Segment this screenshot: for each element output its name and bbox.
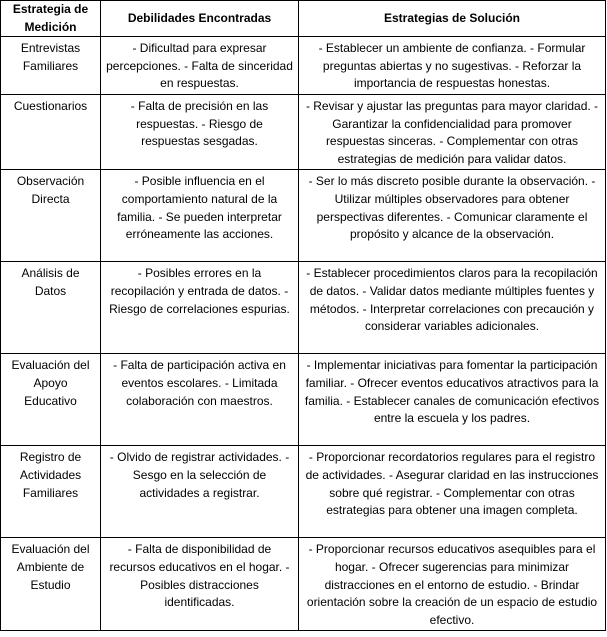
solutions-cell: - Implementar iniciativas para fomentar la participación familiar. - Ofrecer eventos educativos atractivos para la familia. - Establecer canales de comunicación efectivos entre la escuela y los padres. — [299, 354, 606, 446]
table-row — [1, 94, 606, 169]
solutions-cell: - Ser lo más discreto posible durante la observación. - Utilizar múltiples observadores para obtener perspectivas diferentes. - Comunicar claramente el propósito y alcance de la observación. — [299, 170, 606, 262]
table-row — [1, 354, 606, 446]
strategy-cell: Evaluación del Apoyo Educativo — [1, 354, 101, 446]
strategy-cell: Cuestionarios — [1, 94, 101, 169]
table-row — [1, 446, 606, 538]
solutions-cell: - Proporcionar recursos educativos asequibles para el hogar. - Ofrecer sugerencias para minimizar distracciones en el entorno de estudio. - Brindar orientación sobre la creación de un espacio de estudio efectivo. — [299, 538, 606, 631]
table-row — [1, 170, 606, 262]
solutions-cell: - Proporcionar recordatorios regulares para el registro de actividades. - Asegurar claridad en las instrucciones sobre qué registrar. - Complementar con otras estrategias para obtener una imagen completa. — [299, 446, 606, 538]
header-solutions: Estrategias de Solución — [299, 1, 606, 37]
strategy-cell: Análisis de Datos — [1, 262, 101, 354]
weaknesses-cell: - Falta de participación activa en eventos escolares. - Limitada colaboración con maestros. — [101, 354, 299, 446]
header-row — [1, 1, 606, 37]
table-row — [1, 37, 606, 95]
weaknesses-cell: - Falta de precisión en las respuestas. - Riesgo de respuestas sesgadas. — [101, 94, 299, 169]
strategy-cell: Registro de Actividades Familiares — [1, 446, 101, 538]
weaknesses-cell: - Dificultad para expresar percepciones. - Falta de sinceridad en respuestas. — [101, 37, 299, 95]
weaknesses-cell: - Posible influencia en el comportamiento natural de la familia. - Se pueden interpretar erróneamente las acciones. — [101, 170, 299, 262]
strategy-cell: Observación Directa — [1, 170, 101, 262]
weaknesses-cell: - Olvido de registrar actividades. - Sesgo en la selección de actividades a registrar. — [101, 446, 299, 538]
solutions-cell: - Establecer un ambiente de confianza. - Formular preguntas abiertas y no sugestivas. - Reforzar la importancia de respuestas honestas. — [299, 37, 606, 95]
table-row — [1, 262, 606, 354]
weaknesses-cell: - Falta de disponibilidad de recursos educativos en el hogar. - Posibles distracciones identificadas. — [101, 538, 299, 631]
weaknesses-cell: - Posibles errores en la recopilación y entrada de datos. - Riesgo de correlaciones espurias. — [101, 262, 299, 354]
strategy-cell: Entrevistas Familiares — [1, 37, 101, 95]
table-row — [1, 538, 606, 631]
strategy-cell: Evaluación del Ambiente de Estudio — [1, 538, 101, 631]
solutions-cell: - Establecer procedimientos claros para la recopilación de datos. - Validar datos mediante múltiples fuentes y métodos. - Interpretar correlaciones con precaución y considerar variables adicionales. — [299, 262, 606, 354]
header-strategy: Estrategia de Medición — [1, 1, 101, 37]
header-weaknesses: Debilidades Encontradas — [101, 1, 299, 37]
solutions-cell: - Revisar y ajustar las preguntas para mayor claridad. - Garantizar la confidencialidad para promover respuestas sinceras. - Complementar con otras estrategias de medición para validar datos. — [299, 94, 606, 169]
